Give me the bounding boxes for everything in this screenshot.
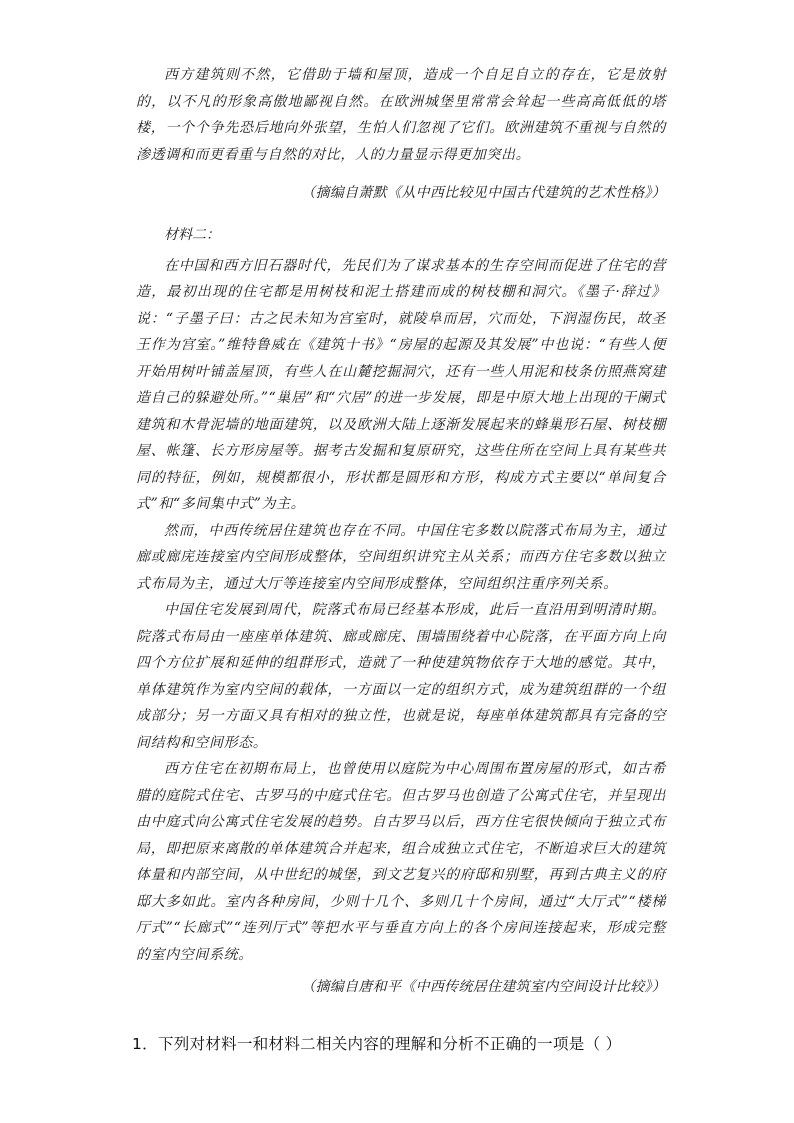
material-two-paragraph-2: 然而，中西传统居住建筑也存在不同。中国住宅多数以院落式布局为主，通过廊或廊庑连接室内空间形成整体，空间组织讲究主从关系；而西方住宅多数以独立式布局为主，通过大厅等连接室内空间形成整体，空间组织注重序列关系。 — [136, 522, 666, 592]
material-one-section — [136, 62, 666, 207]
material-one-paragraph: 西方建筑则不然，它借助于墙和屋顶，造成一个自足自立的存在，它是放射的，以不凡的形象高傲地鄙视自然。在欧洲城堡里常常会耸起一些高高低低的塔楼，一个个争先恐后地向外张望，生怕人们忽视了它们。欧洲建筑不重视与自然的渗透调和而更看重与自然的对比，人的力量显示得更加突出。 — [136, 67, 666, 163]
material-two-paragraph-1: 在中国和西方旧石器时代，先民们为了谋求基本的生存空间而促进了住宅的营造，最初出现的住宅都是用树枝和泥土搭建而成的树枝棚和洞穴。《墨子·辞过》说：“子墨子曰：古之民未知为宫室时，就陵阜而居，穴而处，下润湿伤民，故圣王作为宫室。”维特鲁威在《建筑十书》“房屋的起源及其发展”中也说：“有些人便开始用树叶铺盖屋顶，有些人在山麓挖掘洞穴，还有一些人用泥和枝条仿照燕窝建造自己的躲避处所。”“巢居”和“穴居”的进一步发展，即是中原大地上出现的干阑式建筑和木骨泥墙的地面建筑，以及欧洲大陆上逐渐发展起来的蜂巢形石屋、树枝棚屋、帐篷、长方形房屋等。据考古发掘和复原研究，这些住所在空间上具有某些共同的特征，例如，规模都很小，形状都是圆形和方形，构成方式主要以“单间复合式”和“多间集中式”为主。 — [136, 257, 666, 512]
material-two-section — [136, 222, 666, 1001]
material-two-label: 材料二： — [164, 227, 220, 243]
material-two-paragraph-4: 西方住宅在初期布局上，也曾使用以庭院为中心周围布置房屋的形式，如古希腊的庭院式住宅、古罗马的中庭式住宅。但古罗马也创造了公寓式住宅，并呈现出由中庭式向公寓式住宅发展的趋势。自古罗马以后，西方住宅很快倾向于独立式布局，即把原来离散的单体建筑合并起来，组合成独立式住宅，不断追求巨大的建筑体量和内部空间，从中世纪的城堡，到文艺复兴的府邸和别墅，再到古典主义的府邸大多如此。室内各种房间，少则十几个、多则几十个房间，通过“大厅式”“楼梯厅式”“长廊式”“连列厅式”等把水平与垂直方向上的各个房间连接起来，形成完整的室内空间系统。 — [136, 761, 666, 963]
material-two-source: （摘编自唐和平《中西传统居住建筑室内空间设计比较》） — [301, 979, 666, 995]
material-two-paragraph-3: 中国住宅发展到周代，院落式布局已经基本形成，此后一直沿用到明清时期。院落式布局由一座座单体建筑、廊或廊庑、围墙围绕着中心院落，在平面方向上向四个方位扩展和延伸的组群形式，造就了一种使建筑物依存于大地的感觉。其中，单体建筑作为室内空间的载体，一方面以一定的组织方式，成为建筑组群的一个组成部分；另一方面又具有相对的独立性，也就是说，每座单体建筑都具有完备的空间结构和空间形态。 — [136, 602, 666, 751]
question-1: 1．下列对材料一和材料二相关内容的理解和分析不正确的一项是（ ） — [132, 1035, 622, 1053]
material-one-source: （摘编自萧默《从中西比较见中国古代建筑的艺术性格》） — [301, 185, 666, 201]
